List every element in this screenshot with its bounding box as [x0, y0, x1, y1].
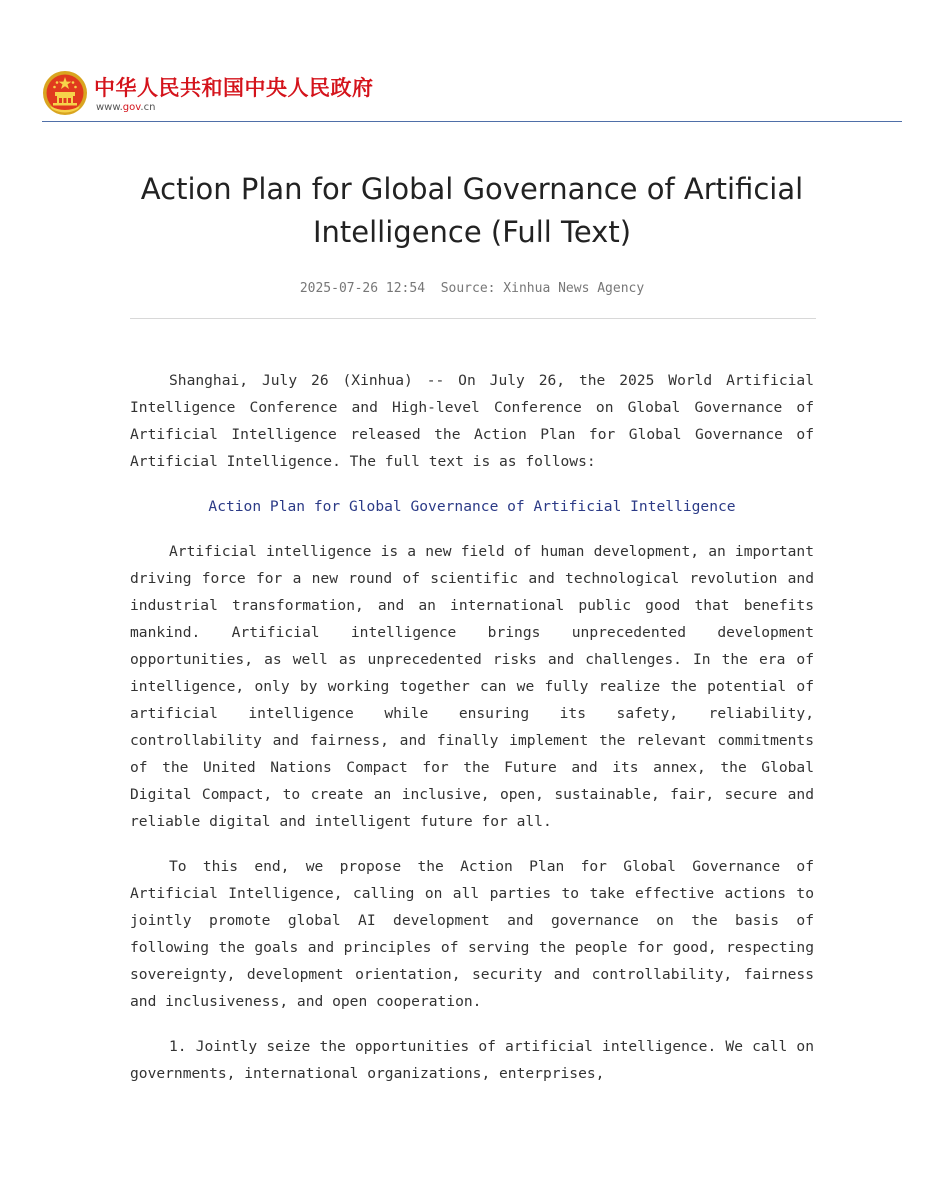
article-meta: 2025-07-26 12:54 Source: Xinhua News Agency: [299, 281, 645, 296]
site-url-suffix: .cn: [140, 102, 156, 113]
header-divider: [42, 121, 902, 122]
site-url-domain: gov: [122, 102, 141, 113]
article-paragraph-2: To this end, we propose the Action Plan for Global Governance of Artificial Intelligence, calling on all parties to take effective actions to jointly promote global AI development and governance on the basis of following the goals and principles of serving the people for good, respecting sovereignty, development orientation, security and controllability, fairness and inclusiveness, and open cooperation.: [130, 858, 814, 1010]
site-header: [42, 66, 902, 124]
article-body: [130, 367, 814, 1105]
national-emblem-icon[interactable]: [42, 70, 88, 116]
article-paragraph-3: 1. Jointly seize the opportunities of artificial intelligence. We call on governments, international organizations, enterprises,: [130, 1038, 814, 1082]
article-title: Action Plan for Global Governance of Artificial Intelligence (Full Text): [140, 172, 804, 249]
site-name[interactable]: 中华人民共和国中央人民政府: [94, 76, 374, 100]
article-intro: Shanghai, July 26 (Xinhua) -- On July 26, the 2025 World Artificial Intelligence Conference and High-level Conference on Global Governance of Artificial Intelligence released the Action Plan for Global Governance of Artificial Intelligence. The full text is as follows:: [130, 372, 814, 470]
article-paragraph-1: Artificial intelligence is a new field of human development, an important driving force for a new round of scientific and technological revolution and industrial transformation, and an international public good that benefits mankind. Artificial intelligence brings unprecedented development opportunities, as well as unprecedented risks and challenges. In the era of intelligence, only by working together can we fully realize the potential of artificial intelligence while ensuring its safety, reliability, controllability and fairness, and finally implement the relevant commitments of the United Nations Compact for the Future and its annex, the Global Digital Compact, to create an inclusive, open, sustainable, fair, secure and reliable digital and intelligent future for all.: [130, 543, 814, 830]
site-url[interactable]: [96, 102, 155, 113]
site-url-prefix: www.: [96, 102, 123, 113]
article-subheading: Action Plan for Global Governance of Artificial Intelligence: [208, 498, 736, 515]
meta-divider: [130, 318, 816, 319]
